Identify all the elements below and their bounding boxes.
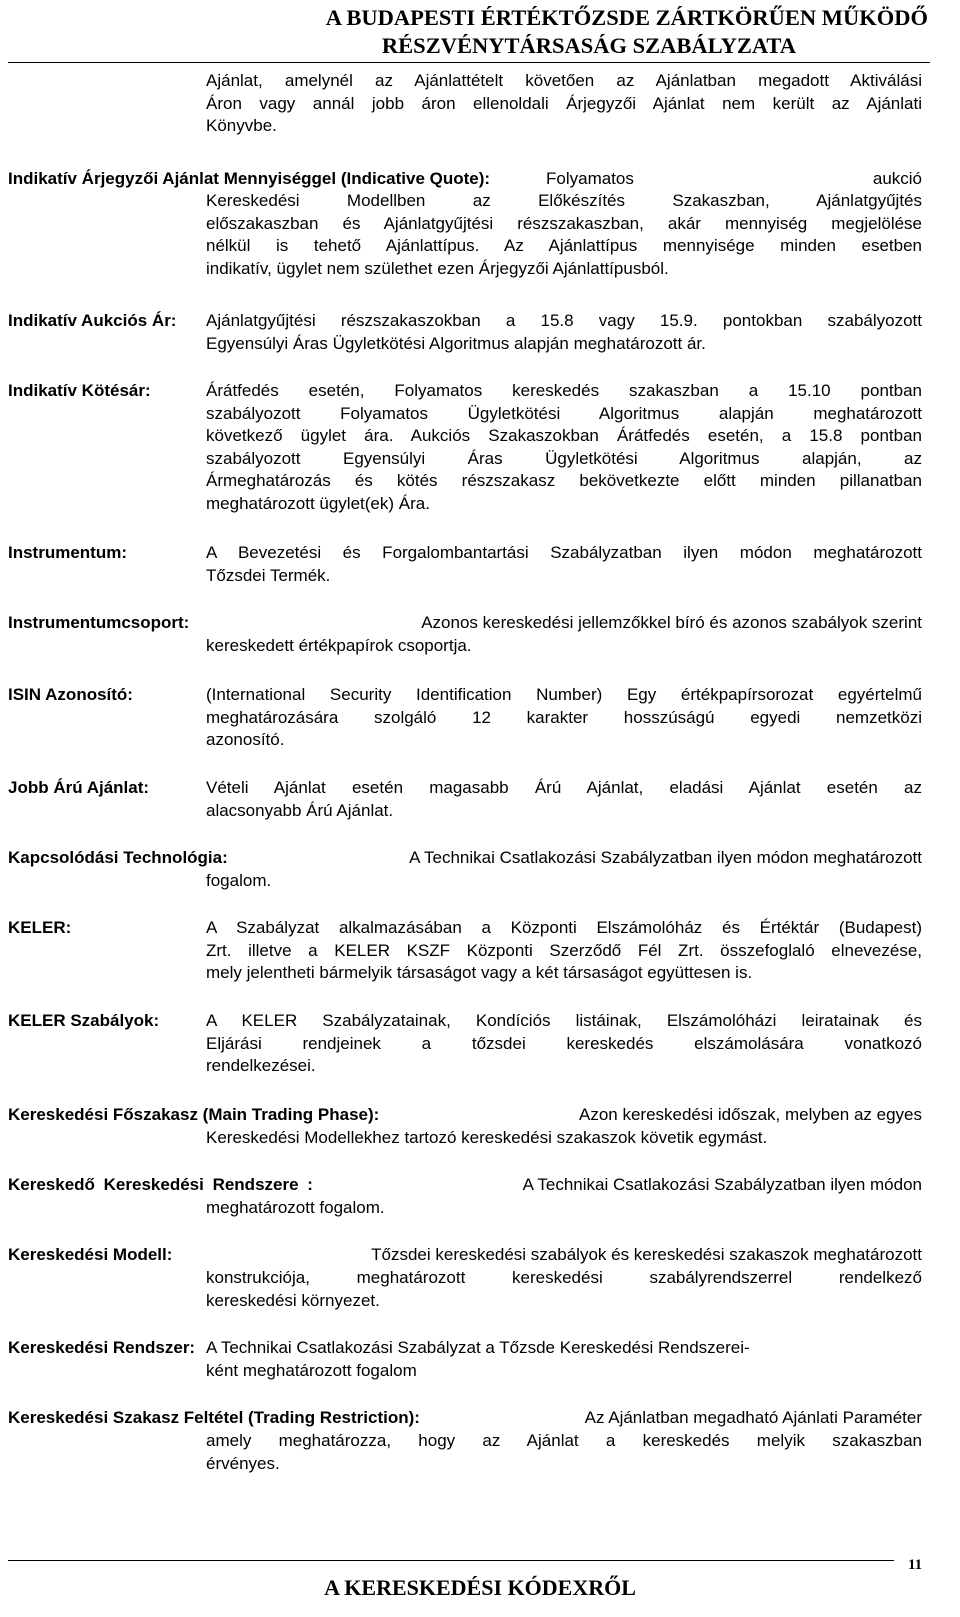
definition-trader-trading-system xyxy=(8,1174,922,1197)
definition-line: rendelkezései. xyxy=(206,1056,316,1075)
definition-line: meghatározására szolgáló 12 karakter hosszúságú egyedi nemzetközi xyxy=(206,707,922,727)
term-label: Instrumentumcsoport: xyxy=(8,613,190,632)
term-label: Instrumentum: xyxy=(8,543,127,562)
definition-line: Vételi Ajánlat esetén magasabb Árú Ajánlat, eladási Ajánlat esetén az xyxy=(206,778,922,797)
definition-text: Tőzsdei kereskedési szabályok és kereskedési szakaszok meghatározott xyxy=(371,1245,922,1264)
definition-body xyxy=(206,870,922,893)
term-label: KELER: xyxy=(8,918,72,937)
footer-rule xyxy=(8,1560,894,1561)
definition-line: A KELER Szabályzatainak, Kondíciós listáinak, Elszámolóházi leiratainak és xyxy=(206,1011,922,1030)
footer-title: A KERESKEDÉSI KÓDEXRŐL xyxy=(324,1575,636,1600)
definition-body xyxy=(206,777,922,822)
definition-line: A Bevezetési és Forgalombantartási Szabályzatban ilyen módon meghatározott xyxy=(206,543,922,562)
definition-line: Ármeghatározás és kötés részszakasz bekövetkezte előtt minden pillanatban xyxy=(206,471,922,490)
term-label: Indikatív Kötésár: xyxy=(8,381,151,400)
definition-line: Kereskedési Modellben az Előkészítés Szakaszban, Ajánlatgyűjtés xyxy=(206,191,922,210)
term-label: Kereskedési Főszakasz (Main Trading Phase): xyxy=(8,1105,380,1124)
definition-line: szabályozott Folyamatos Ügyletkötési Algoritmus alapján meghatározott xyxy=(206,403,922,423)
definition-line: Eljárási rendjeinek a tőzsdei kereskedés elszámolására vonatkozó xyxy=(206,1033,922,1053)
definition-line: szabályozott Egyensúlyi Áras Ügyletkötési Algoritmus alapján, az xyxy=(206,448,922,468)
definition-trading-model xyxy=(8,1244,922,1267)
term-label: Kapcsolódási Technológia: xyxy=(8,848,228,867)
definition-line: alacsonyabb Árú Ajánlat. xyxy=(206,800,394,820)
definition-line: azonosító. xyxy=(206,730,285,749)
definition-line: kereskedési környezet. xyxy=(206,1290,380,1310)
definition-body xyxy=(206,1430,922,1475)
definition-text: aukció xyxy=(872,169,922,188)
term-label: Kereskedési Rendszer: xyxy=(8,1338,196,1357)
definition-line: fogalom. xyxy=(206,871,272,890)
term-label: Kereskedési Szakasz Feltétel (Trading Restriction): xyxy=(8,1408,420,1427)
header-line-1: A BUDAPESTI ÉRTÉKTŐZSDE ZÁRTKÖRŰEN MŰKÖDŐ xyxy=(325,5,928,30)
definition-text: A Technikai Csatlakozási Szabályzatban ilyen módon meghatározott xyxy=(409,848,922,867)
term-label: KELER Szabályok: xyxy=(8,1011,160,1030)
definition-body xyxy=(206,542,922,587)
definition-trading-restriction xyxy=(8,1407,922,1430)
intro-line: Ajánlat, amelynél az Ajánlattételt követően az Ajánlatban megadott Aktiválási xyxy=(206,71,922,90)
definition-body xyxy=(206,310,922,355)
definition-line: Ajánlatgyűjtési részszakaszokban a 15.8 vagy 15.9. pontokban szabályozott xyxy=(206,311,922,330)
definition-text: Folyamatos xyxy=(546,169,634,188)
definition-body xyxy=(206,1197,922,1220)
header-line-2: RÉSZVÉNYTÁRSASÁG SZABÁLYZATA xyxy=(381,33,796,58)
definition-line: meghatározott ügylet(ek) Ára. xyxy=(206,493,430,513)
definition-text: Az Ajánlatban megadható Ajánlati Paraméter xyxy=(584,1408,922,1427)
definition-line: meghatározott fogalom. xyxy=(206,1198,385,1217)
definition-line: Zrt. illetve a KELER KSZF Központi Szerződő Fél Zrt. összefoglaló elnevezése, xyxy=(206,940,922,960)
definition-instrument-group xyxy=(8,612,922,635)
definition-line: nélkül is tehető Ajánlattípus. Az Ajánlattípus mennyisége minden esetben xyxy=(206,236,922,255)
term-label: Indikatív Árjegyzői Ajánlat Mennyiséggel (Indicative Quote): xyxy=(8,169,491,188)
intro-line: Áron vagy annál jobb áron ellenoldali Árjegyzői Ajánlat nem került az Ajánlati xyxy=(206,93,922,113)
definition-line: Tőzsdei Termék. xyxy=(206,565,331,585)
definition-line: következő ügylet ára. Aukciós Szakaszokban Árátfedés esetén, a 15.8 pontban xyxy=(206,426,922,445)
definition-body xyxy=(206,1360,922,1383)
intro-paragraph xyxy=(206,70,922,138)
definition-main-trading-phase xyxy=(8,1104,922,1127)
definition-line: kereskedett értékpapírok csoportja. xyxy=(206,636,472,655)
definition-text: A Technikai Csatlakozási Szabályzat a Tőzsde Kereskedési Rendszerei- xyxy=(206,1338,750,1357)
term-label: Kereskedő Kereskedési Rendszere : xyxy=(8,1175,313,1194)
definition-body xyxy=(206,1267,922,1312)
definition-line: Egyensúlyi Áras Ügyletkötési Algoritmus alapján meghatározott ár. xyxy=(206,333,706,353)
definition-body xyxy=(206,917,922,985)
definition-line: mely jelentheti bármelyik társaságot vagy a két társaságot együttesen is. xyxy=(206,963,753,982)
definition-body xyxy=(206,1010,922,1078)
definition-line: indikatív, ügylet nem születhet ezen Árjegyzői Ajánlattípusból. xyxy=(206,258,669,278)
definition-connection-technology xyxy=(8,847,922,870)
header-rule xyxy=(8,62,930,63)
definition-text: Azon kereskedési időszak, melyben az egyes xyxy=(578,1105,922,1124)
definition-body xyxy=(206,1127,922,1150)
definition-indicative-quote xyxy=(8,168,922,191)
term-label: Jobb Árú Ajánlat: xyxy=(8,778,150,797)
definition-text: Azonos kereskedési jellemzőkkel bíró és azonos szabályok szerint xyxy=(421,613,922,632)
term-label: ISIN Azonosító: xyxy=(8,685,133,704)
term-label: Kereskedési Modell: xyxy=(8,1245,173,1264)
definition-body xyxy=(206,380,922,515)
definition-body xyxy=(206,190,922,280)
definition-line: A Szabályzat alkalmazásában a Központi Elszámolóház és Értéktár (Budapest) xyxy=(206,918,922,937)
definition-body xyxy=(206,684,922,752)
definition-line: előszakaszban és Ajánlatgyűjtési részszakaszban, akár mennyiség megjelölése xyxy=(206,213,922,233)
definition-line: Árátfedés esetén, Folyamatos kereskedés szakaszban a 15.10 pontban xyxy=(206,381,922,400)
page-number: 11 xyxy=(908,1557,923,1573)
definition-line: (International Security Identification Number) Egy értékpapírsorozat egyértelmű xyxy=(206,685,922,704)
definition-line: érvényes. xyxy=(206,1453,280,1473)
definition-line: Kereskedési Modellekhez tartozó kereskedési szakaszok követik egymást. xyxy=(206,1128,768,1147)
definition-text: A Technikai Csatlakozási Szabályzatban ilyen módon xyxy=(522,1175,922,1194)
term-label: Indikatív Aukciós Ár: xyxy=(8,311,177,330)
definition-line: amely meghatározza, hogy az Ajánlat a kereskedés melyik szakaszban xyxy=(206,1431,922,1450)
definition-line: konstrukciója, meghatározott kereskedési szabályrendszerrel rendelkező xyxy=(206,1268,922,1287)
definition-trading-system xyxy=(8,1337,922,1360)
intro-line: Könyvbe. xyxy=(206,116,277,135)
definition-body xyxy=(206,635,922,658)
definition-line: ként meghatározott fogalom xyxy=(206,1361,417,1380)
